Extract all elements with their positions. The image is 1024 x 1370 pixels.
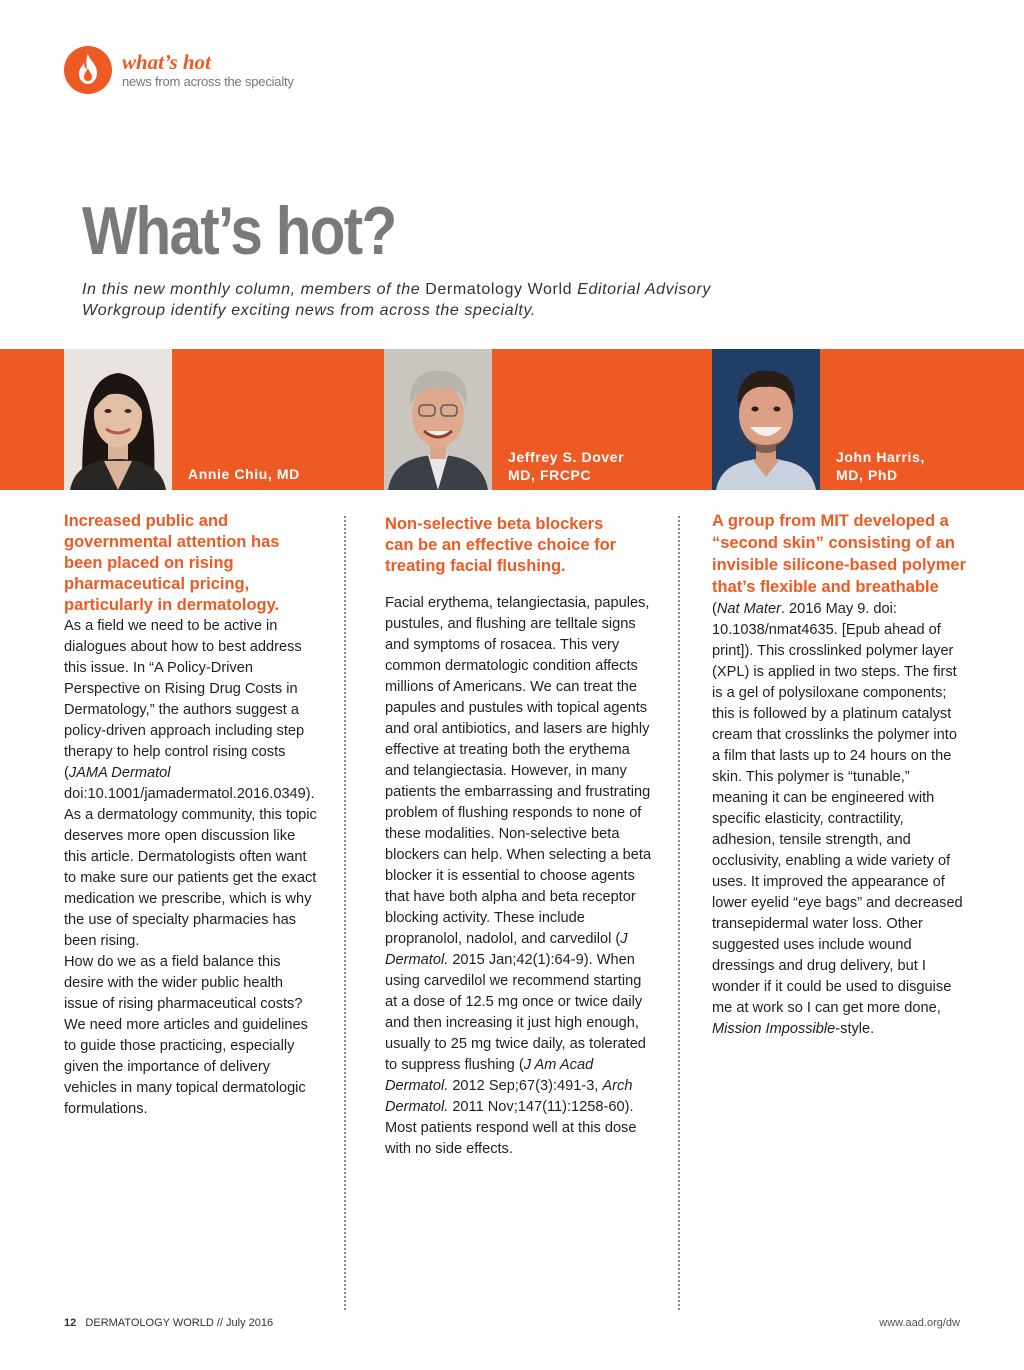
journal-citation: Arch Dermatol. (385, 1078, 633, 1115)
page-number: 12 (64, 1317, 77, 1329)
journal-citation: J Dermatol. (385, 931, 628, 968)
intro-publication: Dermatology World (425, 281, 573, 298)
article-body: A group from MIT developed a “second skin” consisting of an invisible silicone-based polymer that’s flexible and breathable (Nat Mater. 2016 May 9. doi: 10.1038/nmat4635. [Epub ahead of print]). This crosslinked polymer layer (XPL) is applied in two steps. The first is a gel of polysiloxane components; this is followed by a platinum catalyst cream that crosslinks the polymer into a film that lasts up to 24 hours on the skin. This polymer is “tunable,” meaning it can be engineered with specific elasticity, contractility, adhesion, tensile strength, and occlusivity, enabling a wide variety of uses. It improved the appearance of lower eyelid “eye bags” and decreased transepidermal water loss. Other suggested uses include wound dressings and drug delivery, but I wonder if it could be used to disguise me at work so I can get more done, Mission Impossible-style. (712, 512, 967, 1037)
article-body: Facial erythema, telangiectasia, papules, pustules, and flushing are telltale signs and symptoms of rosacea. This very common dermatologic condition affects millions of Americans. We can treat the papules and pustules with topical agents and oral antibiotics, and lasers are highly effective at treating both the erythema and telangiectasia. However, in many patients the embarrassing and frustrating problem of flushing responds to none of these modalities. Non-selective beta blockers can help. When selecting a beta blocker it is essential to choose agents that have both alpha and beta receptor blocking activity. These include propranolol, nadolol, and carvedilol (J Dermatol. 2015 Jan;42(1):64-9). When using carvedilol we recommend starting at a dose of 12.5 mg once or twice daily and then increasing it just high enough, usually to 25 mg twice daily, as tolerated to suppress flushing (J Am Acad Dermatol. 2012 Sep;67(3):491-3, Arch Dermatol. 2011 Nov;147(11):1258-60). Most patients respond well at this dose with no side effects. (385, 595, 652, 1157)
article-headline: A group from MIT developed a “second skin” consisting of an invisible silicone-based polymer that’s flexible and breathable (712, 512, 967, 596)
author-name-dover-line1: Jeffrey S. Dover (508, 449, 625, 465)
footer-publication: DERMATOLOGY WORLD (85, 1317, 214, 1329)
journal-citation: JAMA Dermatol (68, 765, 171, 781)
article-column-1 (64, 511, 320, 1120)
section-kicker-subtitle: news from across the specialty (122, 74, 294, 89)
column-divider (678, 516, 680, 1310)
flame-icon (64, 46, 112, 94)
column-divider (344, 516, 346, 1310)
journal-citation: J Am Acad Dermatol. (385, 1057, 594, 1094)
article-headline: Increased public and governmental attention has been placed on rising pharmaceutical pricing, particularly in dermatology. (64, 512, 280, 614)
page-folio (64, 1317, 273, 1329)
footer-issue: // July 2016 (216, 1317, 274, 1329)
intro-paragraph (82, 279, 722, 321)
article-headline: Non-selective beta blockers can be an effective choice for treating facial flushing. (385, 515, 617, 575)
author-name-harris-line2: MD, PhD (836, 467, 898, 483)
article-body: How do we as a field balance this desire with the wider public health issue of rising pharmaceutical costs? We need more articles and guidelines to guide those practicing, especially given the importance of delivery vehicles in many topical dermatologic formulations. (64, 954, 308, 1117)
article-body: As a field we need to be active in dialogues about how to best address this issue. In “A Policy-Driven Perspective on Rising Drug Costs in Dermatology,” the authors suggest a policy-driven approach including step therapy to help control rising costs (JAMA Dermatol doi:10.1001/jamadermatol.2016.0349). As a dermatology community, this topic deserves more open discussion like this article. Dermatologists often want to make sure our patients get the exact medication we prescribe, which is why the use of specialty pharmacies has been rising. (64, 618, 317, 949)
page-title: What’s hot? (82, 193, 396, 269)
article-column-3 (712, 511, 968, 1040)
intro-text-2: Editorial Advisory Workgroup identify exciting news from across the specialty. (82, 281, 711, 319)
author-photo-dover (384, 349, 492, 490)
intro-text-1: In this new monthly column, members of the (82, 281, 421, 298)
article-column-2 (385, 514, 655, 1160)
author-photo-harris (712, 349, 820, 490)
section-kicker-title: what’s hot (122, 50, 211, 74)
film-reference: Mission Impossible (712, 1021, 836, 1037)
author-name-dover-line2: MD, FRCPC (508, 467, 592, 483)
journal-citation: Nat Mater (716, 601, 781, 617)
footer-url[interactable]: www.aad.org/dw (879, 1317, 960, 1329)
author-photo-chiu (64, 349, 172, 490)
author-name-harris-line1: John Harris, (836, 449, 925, 465)
author-name-chiu: Annie Chiu, MD (188, 466, 300, 482)
